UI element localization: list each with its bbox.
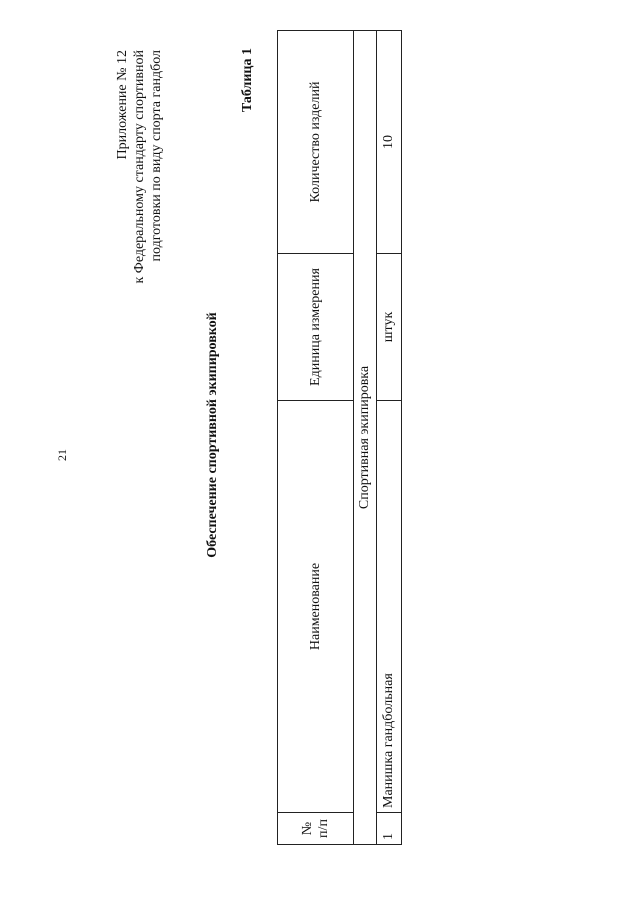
- section-title-cell: Спортивная экипировка: [354, 31, 377, 845]
- table-header-row: [278, 31, 354, 845]
- equipment-table: [277, 30, 402, 845]
- row-number-cell: 1: [377, 813, 402, 845]
- page-number: 21: [55, 449, 69, 461]
- appendix-line-2: к Федеральному стандарту спортивной: [132, 50, 147, 284]
- table-caption: Таблица 1: [240, 48, 255, 113]
- appendix-line-1: Приложение № 12: [115, 50, 130, 160]
- row-unit-cell: штук: [377, 254, 402, 401]
- appendix-line-3: подготовки по виду спорта гандбол: [149, 50, 164, 262]
- table-row: [377, 31, 402, 845]
- document-title: Обеспечение спортивной экипировкой: [205, 312, 220, 558]
- header-name-cell: Наименование: [278, 401, 354, 813]
- header-quantity-cell: Количество изделий: [278, 31, 354, 254]
- row-name-cell: Манишка гандбольная: [377, 401, 402, 813]
- header-number-abbrev: п/п: [315, 819, 331, 838]
- table-section-row: [354, 31, 377, 845]
- header-number-symbol: №: [299, 821, 315, 836]
- header-unit-cell: Единица измерения: [278, 254, 354, 401]
- row-quantity-cell: 10: [377, 31, 402, 254]
- header-number-cell: [278, 813, 354, 845]
- appendix-header: [114, 50, 165, 410]
